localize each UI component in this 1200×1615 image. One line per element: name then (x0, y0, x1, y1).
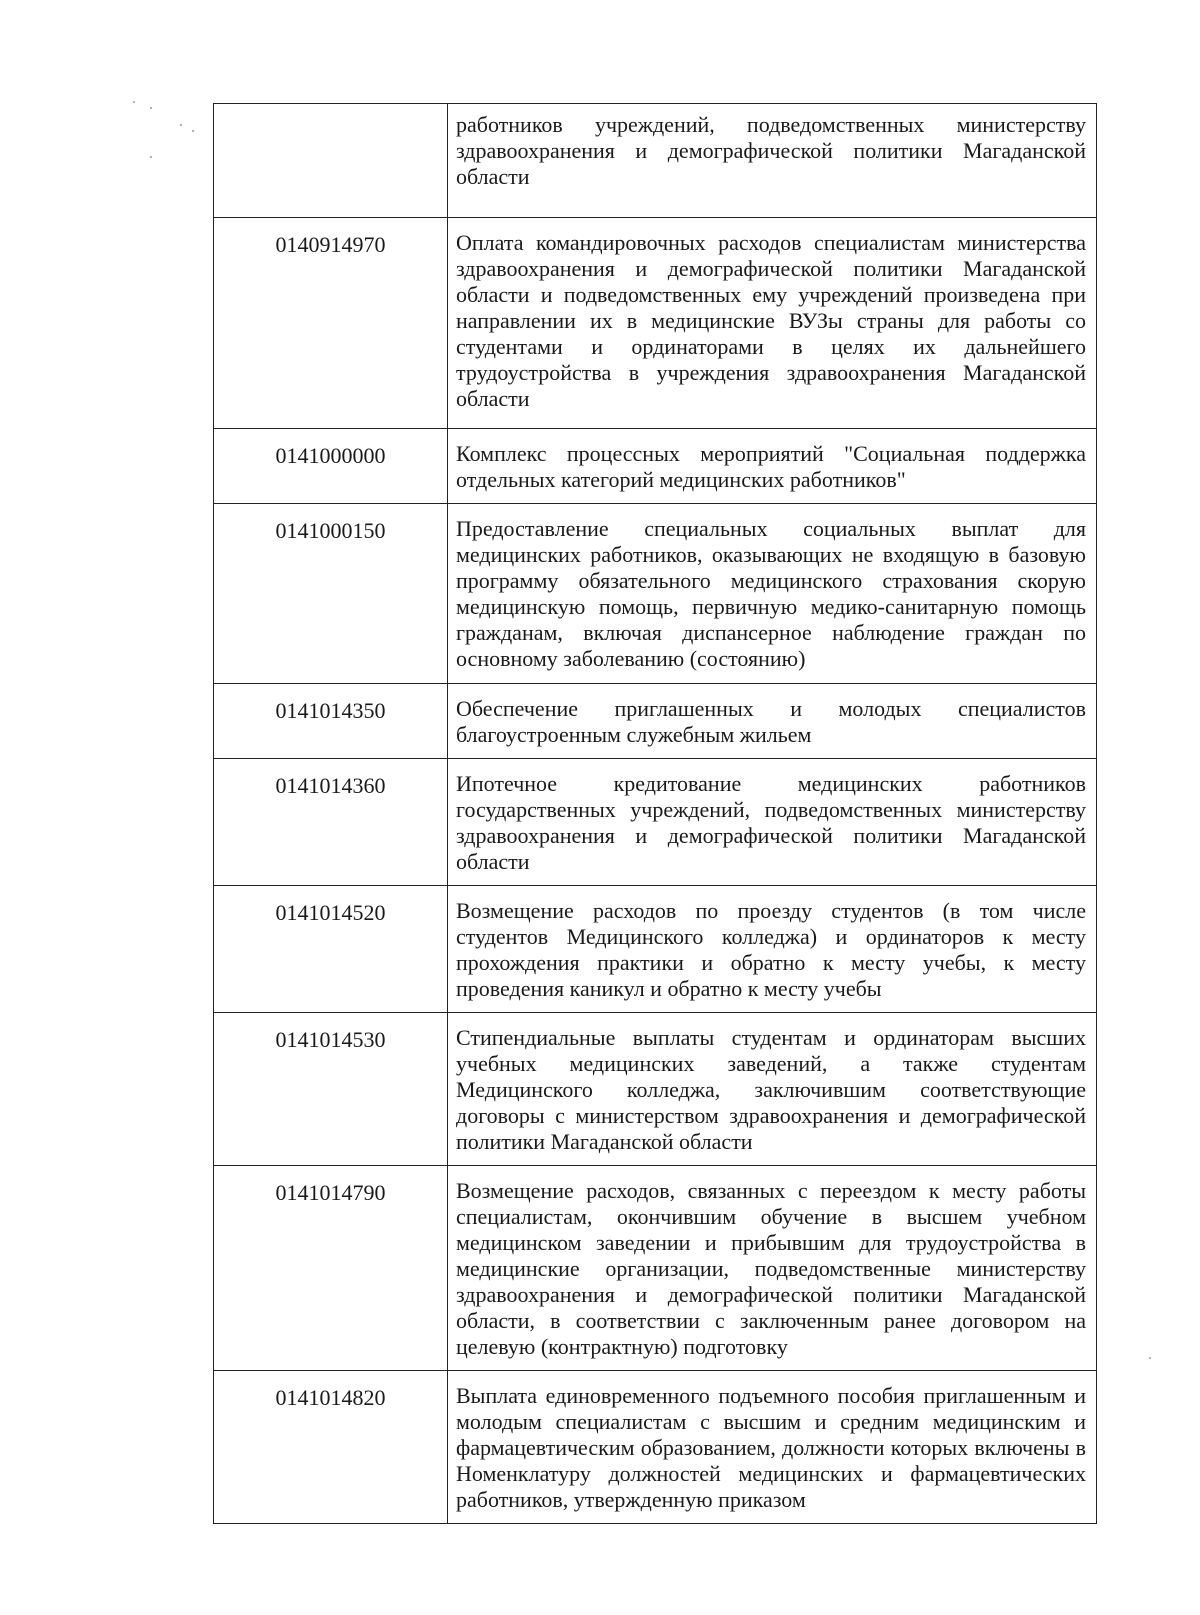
code-cell: 0141014790 (214, 1166, 448, 1371)
table-row (214, 104, 1097, 218)
code-cell: 0140914970 (214, 218, 448, 429)
description-cell: Возмещение расходов, связанных с переездом к месту работы специалистам, окончившим обучение в высшем учебном медицинском заведении и прибывшим для трудоустройства в медицинские организации, подведомственные министерству здравоохранения и демографической политики Магаданской области, в соответствии с заключенным ранее договором на целевую (контрактную) подготовку (448, 1166, 1097, 1371)
description-cell: Обеспечение приглашенных и молодых специалистов благоустроенным служебным жильем (448, 684, 1097, 759)
code-cell (214, 104, 448, 218)
code-cell: 0141000150 (214, 504, 448, 684)
description-cell: работников учреждений, подведомственных министерству здравоохранения и демографической политики Магаданской области (448, 104, 1097, 218)
code-table (213, 103, 1097, 1524)
scan-speck (150, 156, 152, 158)
table-row (214, 1013, 1097, 1166)
code-cell: 0141014520 (214, 886, 448, 1013)
description-cell: Предоставление специальных социальных выплат для медицинских работников, оказывающих не входящую в базовую программу обязательного медицинского страхования скорую медицинскую помощь, первичную медико-санитарную помощь гражданам, включая диспансерное наблюдение граждан по основному заболеванию (состоянию) (448, 504, 1097, 684)
code-cell: 0141000000 (214, 429, 448, 504)
description-cell: Оплата командировочных расходов специалистам министерства здравоохранения и демографической политики Магаданской области и подведомственных ему учреждений произведена при направлении их в медицинские ВУЗы страны для работы со студентами и ординаторами в целях их дальнейшего трудоустройства в учреждения здравоохранения Магаданской области (448, 218, 1097, 429)
scan-speck (180, 124, 182, 126)
scan-speck (1149, 1357, 1151, 1359)
scan-speck (192, 130, 194, 132)
code-cell: 0141014820 (214, 1371, 448, 1524)
table-row (214, 1371, 1097, 1524)
description-cell: Стипендиальные выплаты студентам и ординаторам высших учебных медицинских заведений, а также студентам Медицинского колледжа, заключившим соответствующие договоры с министерством здравоохранения и демографической политики Магаданской области (448, 1013, 1097, 1166)
code-cell: 0141014530 (214, 1013, 448, 1166)
description-cell: Выплата единовременного подъемного пособия приглашенным и молодым специалистам с высшим и средним медицинским и фармацевтическим образованием, должности которых включены в Номенклатуру должностей медицинских и фармацевтических работников, утвержденную приказом (448, 1371, 1097, 1524)
description-cell: Возмещение расходов по проезду студентов (в том числе студентов Медицинского колледжа) и ординаторов к месту прохождения практики и обратно к месту учебы, к месту проведения каникул и обратно к месту учебы (448, 886, 1097, 1013)
table-row (214, 504, 1097, 684)
code-cell: 0141014360 (214, 759, 448, 886)
table-row (214, 1166, 1097, 1371)
table-row (214, 429, 1097, 504)
scan-speck (150, 107, 152, 109)
description-cell: Ипотечное кредитование медицинских работников государственных учреждений, подведомственных министерству здравоохранения и демографической политики Магаданской области (448, 759, 1097, 886)
table-row (214, 684, 1097, 759)
description-cell: Комплекс процессных мероприятий "Социальная поддержка отдельных категорий медицинских работников" (448, 429, 1097, 504)
table-row (214, 759, 1097, 886)
code-cell: 0141014350 (214, 684, 448, 759)
table-row (214, 218, 1097, 429)
scan-speck (133, 101, 135, 103)
table-row (214, 886, 1097, 1013)
